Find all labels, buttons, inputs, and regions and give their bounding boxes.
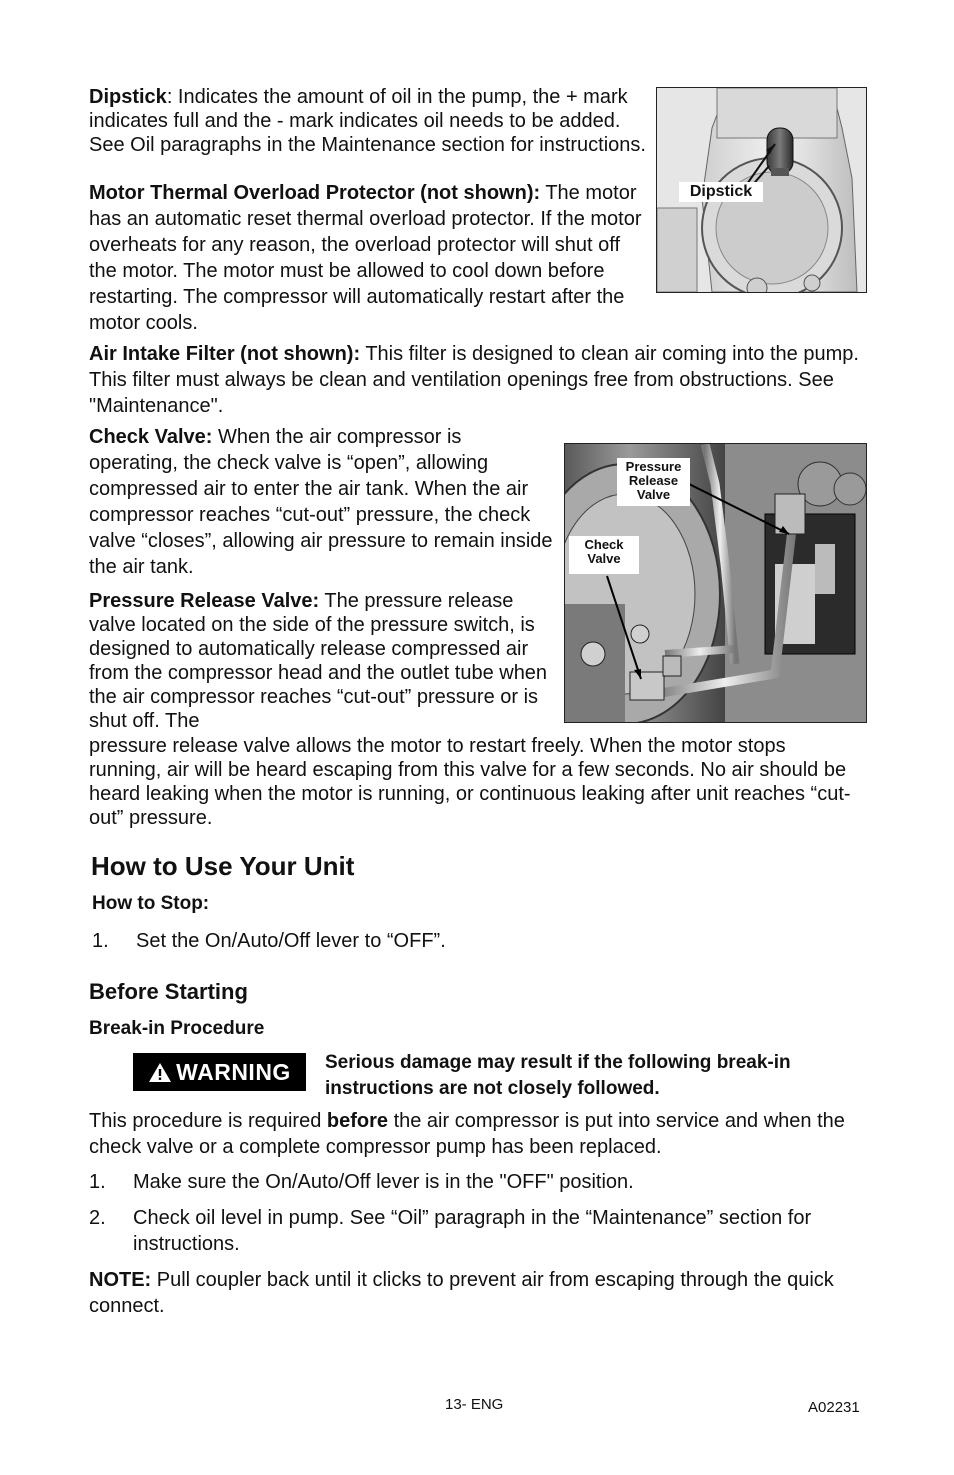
pressure-switch-illustration xyxy=(565,444,866,722)
warning-text: Serious damage may result if the following break-in instructions are not closely followed. xyxy=(325,1052,791,1099)
air-intake-paragraph xyxy=(89,341,859,419)
stop-step-1 xyxy=(92,928,862,954)
intro-text-b: the air compressor is put into service and when the check valve or a complete compressor pump has been replaced. xyxy=(89,1110,845,1158)
procedure-intro xyxy=(89,1108,859,1160)
warning-badge xyxy=(133,1053,306,1091)
intro-bold: before xyxy=(326,1110,389,1132)
air-intake-text: This filter is designed to clean air coming into the pump. This filter must always be clean and ventilation openings free from obstructions. See "Maintenance". xyxy=(89,343,859,417)
note-label: NOTE: xyxy=(89,1269,152,1291)
break-in-heading: Break-in Procedure xyxy=(89,1018,265,1039)
how-to-stop-heading: How to Stop: xyxy=(92,893,210,914)
pressure-release-text-b: pressure release valve allows the motor to restart freely. When the motor stops running, air will be heard escaping from this valve for a few seconds. No air should be heard leaking when the motor is running, or continuous leaking after unit reaches “cut-out” pressure. xyxy=(89,735,851,829)
pressure-release-title: Pressure Release Valve: xyxy=(89,590,320,612)
breakin-step-number: 1. xyxy=(89,1171,106,1193)
pressure-release-paragraph-continued xyxy=(89,734,859,830)
warning-triangle-icon xyxy=(148,1062,172,1083)
pressure-release-callout: Pressure Release Valve xyxy=(617,458,690,506)
check-valve-figure xyxy=(564,443,867,723)
thermal-title: Motor Thermal Overload Protector (not shown): xyxy=(89,182,541,204)
warning-label: WARNING xyxy=(176,1058,291,1085)
thermal-paragraph xyxy=(89,180,651,336)
check-valve-title: Check Valve: xyxy=(89,426,213,448)
thermal-text: The motor has an automatic reset thermal overload protector. If the motor overheats for any reason, the overload protector will shut off the motor. The motor must be allowed to cool down before restarting. The compressor will automatically restart after the motor cools. xyxy=(89,182,642,334)
breakin-step-text: Check oil level in pump. See “Oil” paragraph in the “Maintenance” section for instructions. xyxy=(133,1207,812,1255)
check-valve-callout: Check Valve xyxy=(569,536,639,574)
dipstick-paragraph xyxy=(89,85,655,157)
air-intake-title: Air Intake Filter (not shown): xyxy=(89,343,361,365)
breakin-step-text: Make sure the On/Auto/Off lever is in the "OFF" position. xyxy=(133,1171,634,1193)
pressure-release-paragraph xyxy=(89,589,561,733)
breakin-step-1 xyxy=(89,1169,859,1195)
intro-text-a: This procedure is required xyxy=(89,1110,327,1132)
dipstick-callout: Dipstick xyxy=(679,182,763,202)
before-starting-heading: Before Starting xyxy=(89,979,248,1004)
dipstick-text: : Indicates the amount of oil in the pump, the + mark indicates full and the - mark indicates oil needs to be added. See Oil paragraphs in the Maintenance section for instructions. xyxy=(89,86,646,156)
note-paragraph xyxy=(89,1267,864,1319)
note-text: Pull coupler back until it clicks to prevent air from escaping through the quick connect. xyxy=(89,1269,834,1317)
how-to-use-heading: How to Use Your Unit xyxy=(91,851,355,881)
breakin-step-2 xyxy=(89,1205,859,1257)
stop-step-text: Set the On/Auto/Off lever to “OFF”. xyxy=(136,930,446,952)
page-number: 13- ENG xyxy=(445,1396,504,1413)
stop-step-number: 1. xyxy=(92,930,109,952)
document-code: A02231 xyxy=(808,1399,860,1416)
dipstick-title: Dipstick xyxy=(89,86,167,108)
check-valve-text: When the air compressor is operating, the check valve is “open”, allowing compressed air to enter the air tank. When the air compressor reaches “cut-out” pressure, the check valve “closes”, allowing air pressure to remain inside the air tank. xyxy=(89,426,553,578)
check-valve-paragraph xyxy=(89,424,554,580)
pressure-release-text-a: The pressure release valve located on the side of the pressure switch, is designed to automatically release compressed air from the compressor head and the outlet tube when the air compressor reaches “cut-out” pressure or is shut off. The xyxy=(89,590,548,732)
dipstick-figure xyxy=(656,87,867,293)
breakin-step-number: 2. xyxy=(89,1207,106,1229)
